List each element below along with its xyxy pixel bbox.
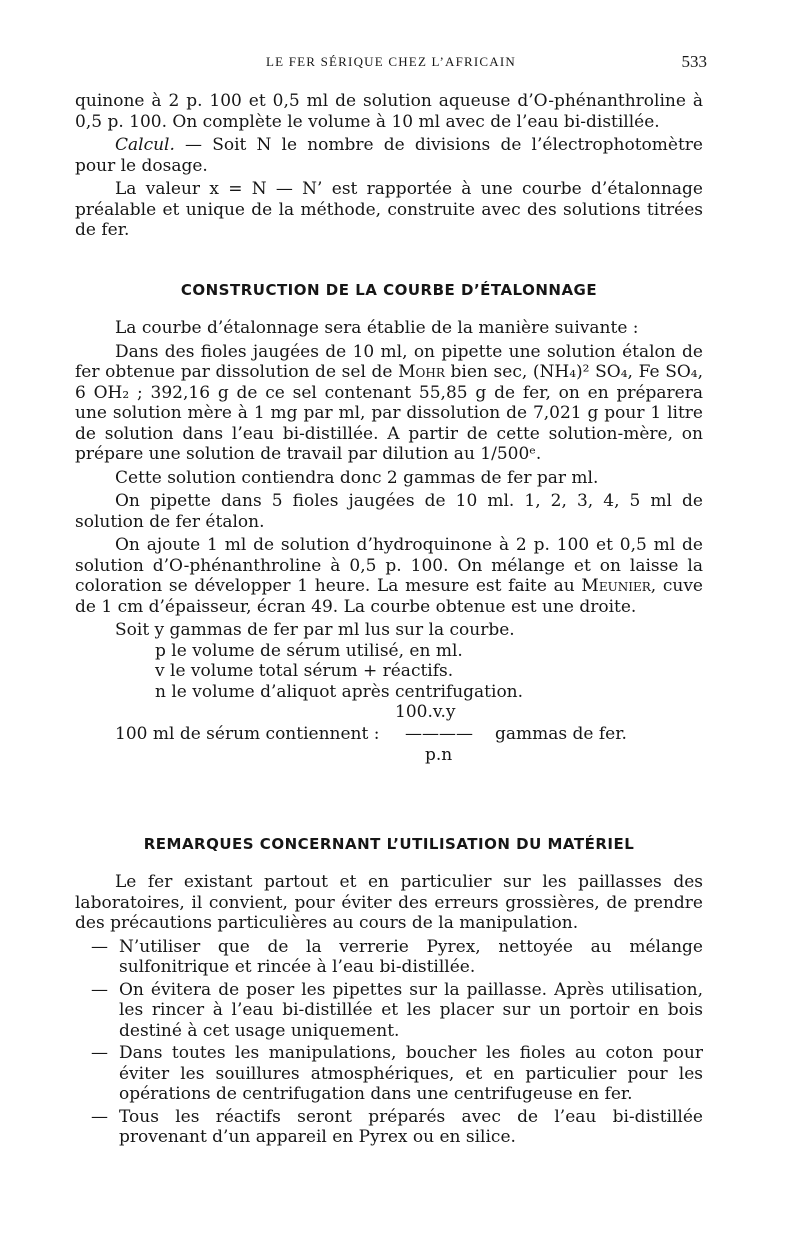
variable-line: p le volume de sérum utilisé, en ml.	[155, 640, 463, 661]
calibration-paragraph-4: On pipette dans 5 fioles jaugées de 10 ml. 1, 2, 3, 4, 5 ml de solution de fer étalon.	[75, 491, 703, 532]
dash-bullet: —	[91, 1043, 108, 1063]
dash-bullet: —	[91, 1106, 108, 1127]
intro-paragraph-1: quinone à 2 p. 100 et 0,5 ml de solution aqueuse d’O-phénanthroline à 0,5 p. 100. On complète le volume à 10 ml avec de l’eau bi-distillée.	[75, 91, 703, 132]
section-heading-remarks: REMARQUES CONCERNANT L’UTILISATION DU MATÉRIEL	[143, 835, 635, 853]
variable-line: v le volume total sérum + réactifs.	[155, 661, 454, 681]
remark-text: On évitera de poser les pipettes sur la paillasse. Après utilisation, les rincer à l’eau bi-distillée et les placer sur un portoir en bois destiné à cet usage uniquement.	[119, 979, 703, 1041]
calibration-paragraph-5	[75, 535, 703, 617]
calibration-paragraph-3: Cette solution contiendra donc 2 gammas de fer par ml.	[115, 467, 599, 488]
section-calibration-body	[75, 318, 703, 764]
remark-item	[75, 980, 703, 1042]
mohr-name: Mohr	[398, 362, 445, 382]
calibration-text-b: bien sec, (NH₄)² SO₄, Fe SO₄, 6 OH₂ ; 392,16 g de ce sel contenant 55,85 g de fer, on en préparera une solution mère à 1 mg par ml, par dissolution de 7,021 g pour 1 litre de solution dans l’eau bi-distillée. A partir de cette solution-mère, on prépare une solution de travail par dilution au 1/500ᵉ.	[75, 362, 703, 464]
page-number: 533	[681, 52, 707, 71]
calcul-label: Calcul.	[115, 135, 175, 155]
dash-bullet: —	[91, 936, 108, 957]
running-header	[75, 54, 707, 78]
formula	[75, 702, 703, 764]
remarks-paragraph-1: Le fer existant partout et en particulier sur les paillasses des laboratoires, il convient, pour éviter des erreurs grossières, de prendre des précautions particulières au cours de la manipulation.	[75, 872, 703, 933]
formula-numerator: 100.v.y	[395, 702, 456, 722]
formula-denominator: p.n	[425, 745, 453, 765]
remark-item	[75, 1043, 703, 1105]
remark-text: Tous les réactifs seront préparés avec de l’eau bi-distillée provenant d’un appareil en Pyrex ou en silice.	[119, 1106, 703, 1147]
formula-rhs: gammas de fer.	[495, 724, 627, 744]
section-heading-calibration: CONSTRUCTION DE LA COURBE D’ÉTALONNAGE	[180, 281, 598, 299]
remark-item	[75, 1107, 703, 1148]
section-remarks-body	[75, 872, 703, 1150]
remark-text: Dans toutes les manipulations, boucher les fioles au coton pour éviter les souillures atmosphériques, et en particulier pour les opérations de centrifugation dans une centrifugeuse en fer.	[119, 1043, 703, 1104]
calibration-paragraph-2	[75, 342, 703, 465]
measurement-text-a: On ajoute 1 ml de solution d’hydroquinone à 2 p. 100 et 0,5 ml de solution d’O-phénanthroline à 0,5 p. 100. On mélange et on laisse la coloration se développer 1 heure. La mesure est faite au	[75, 535, 703, 596]
dash-bullet: —	[91, 979, 108, 1000]
running-title: LE FER SÉRIQUE CHEZ L’AFRICAIN	[265, 54, 517, 69]
remark-item	[75, 937, 703, 978]
calibration-paragraph-1: La courbe d’étalonnage sera établie de la manière suivante :	[115, 318, 639, 338]
variable-line: Soit y gammas de fer par ml lus sur la courbe.	[115, 620, 515, 640]
remark-text: N’utiliser que de la verrerie Pyrex, nettoyée au mélange sulfonitrique et rincée à l’eau bi-distillée.	[119, 936, 703, 977]
calcul-paragraph	[75, 135, 703, 176]
intro-block	[75, 91, 703, 244]
variable-line: n le volume d’aliquot après centrifugation.	[155, 681, 524, 702]
calcul-text: — Soit N le nombre de divisions de l’électrophotomètre pour le dosage.	[75, 135, 703, 176]
calibration-text-a: Dans des fioles jaugées de 10 ml, on pipette une solution étalon de fer obtenue par dissolution de sel de	[75, 341, 703, 382]
measurement-text-b: , cuve de 1 cm d’épaisseur, écran 49. La courbe obtenue est une droite.	[75, 576, 703, 617]
intro-paragraph-3: La valeur x = N — N’ est rapportée à une courbe d’étalonnage préalable et unique de la méthode, construite avec des solutions titrées de fer.	[75, 179, 703, 240]
formula-bar: ————	[405, 724, 473, 744]
formula-lhs: 100 ml de sérum contiennent :	[115, 724, 380, 744]
meunier-name: Meunier	[581, 576, 651, 596]
